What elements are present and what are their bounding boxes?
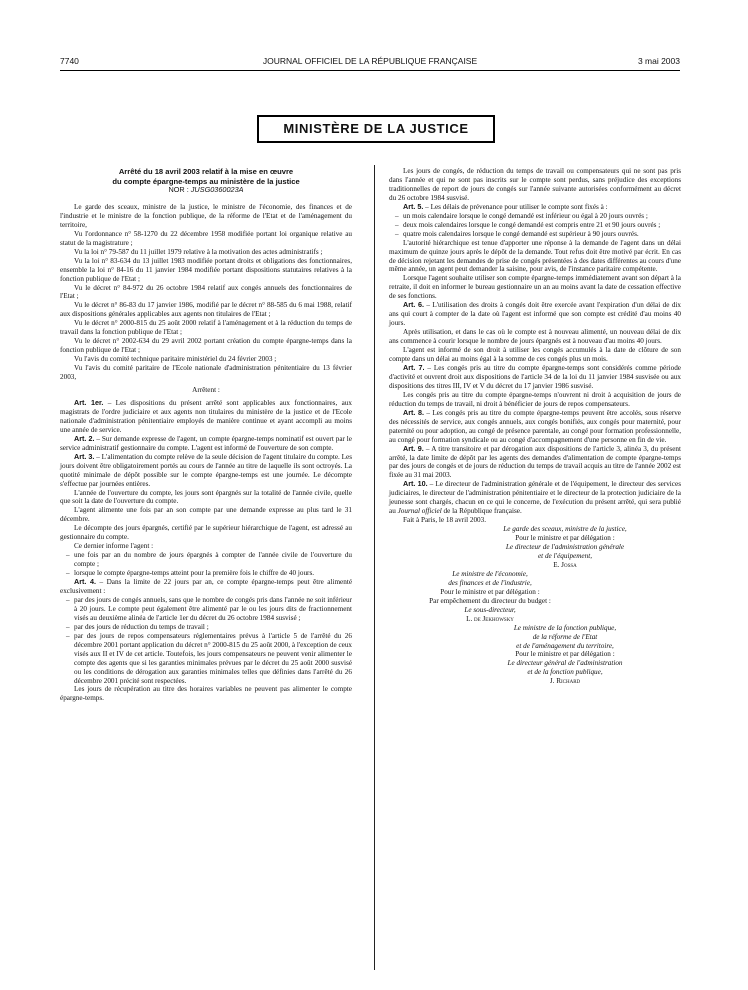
article-paragraph: L'agent est informé de son droit à utiliser les congés accumulés à la date de clôture de son compte dans un délai au moins égal à la somme de ces congés plus un mois.	[389, 346, 681, 364]
article-6: Art. 6. – L'utilisation des droits à congés doit être exercée avant l'expiration d'un délai de dix ans qui court à compter de la date où l'agent est informé que son compte est crédité d'au moins 40 jours.	[389, 300, 682, 328]
article-paragraph: L'agent alimente une fois par an son compte par une demande expresse au plus tard le 31 décembre.	[60, 506, 352, 524]
signatory-name: J. Richard	[549, 677, 581, 686]
signatory-title: des finances et de l'industrie,	[448, 578, 532, 587]
list-item: – quatre mois calendaires lorsque le congé demandé est supérieur à 90 jours ouvrés.	[389, 230, 681, 239]
article-paragraph: L'année de l'ouverture du compte, les jours sont épargnés sur la totalité de l'année civile, quelle que soit la date de l'ouverture du compte.	[60, 488, 352, 506]
visa: Vu le décret n° 2002-634 du 29 avril 2002 portant création du compte épargne-temps dans la fonction publique de l'Etat ;	[60, 337, 352, 355]
header-rule	[60, 70, 680, 71]
list-item: – par des jours de congés annuels, sans que le nombre de congés pris dans l'année ne soit inférieur à 20 jours. Le compte peut également être alimenté par le ou les jours dits de fractionnement visés au deuxième alinéa de l'article 1er du décret du 26 octobre 1984 susvisé ;	[60, 596, 352, 623]
visa: Vu l'ordonnance n° 58-1270 du 22 décembre 1958 modifiée portant loi organique relative au statut de la magistrature ;	[60, 229, 352, 247]
delegation-line: Par empêchement du directeur du budget :	[429, 596, 551, 605]
list-item: – un mois calendaire lorsque le congé demandé est inférieur ou égal à 20 jours ouvrés ;	[389, 212, 681, 221]
article-2: Art. 2. – Sur demande expresse de l'agent, un compte épargne-temps nominatif est ouvert par le service administratif gestionnaire du compte. L'agent est informé de l'ouverture de son compte.	[60, 433, 352, 452]
signatory-name: L. de Jekhowsky	[466, 614, 514, 623]
article-3: Art. 3. – L'alimentation du compte relève de la seule décision de l'agent titulaire du compte. Les jours doivent être obligatoirement portés au cours de l'année au titre de laquelle ils sont octroyés. La quotité minimale de dépôt possible sur le compte épargne-temps est une journée. Le décompte s'effectue par journées entières.	[60, 451, 353, 488]
visa: Vu le décret n° 86-83 du 17 janvier 1986, modifié par le décret n° 88-585 du 6 mai 1988, relatif aux dispositions générales applicables aux agents non titulaires de l'Etat ;	[60, 301, 352, 319]
list-item: – par des jours de réduction du temps de travail ;	[60, 623, 352, 632]
article-8: Art. 8. – Les congés pris au titre du compte épargne-temps peuvent être accolés, sous réserve des nécessités de service, aux congés annuels, aux congés bonifiés, aux congés pour maternité, pour paternité ou pour adoption, au congé de présence parentale, au congé pour formation professionnelle, au congé pour formation syndicale ou au congé d'accompagnement d'une personne en fin de vie.	[389, 407, 681, 444]
visa: Vu l'avis du comité paritaire de l'Ecole nationale d'administration pénitentiaire du 13 février 2003,	[60, 364, 352, 382]
signatory-title: et de l'équipement,	[537, 551, 593, 560]
article-1: Art. 1er. – Les dispositions du présent arrêté sont applicables aux fonctionnaires, aux magistrats de l'ordre judiciaire et aux agents non titulaires du ministère de la justice et de l'Ecole nationale d'administration pénitentiaire employés de manière continue et ayant accompli au moins une année de service.	[60, 397, 352, 434]
article-4: Art. 4. – Dans la limite de 22 jours par an, ce compte épargne-temps peut être alimenté exclusivement :	[60, 577, 353, 595]
article-paragraph: Les congés pris au titre du compte épargne-temps n'ouvrent ni droit à acquisition de jours de réduction du temps de travail, ni droit à bénéficier de jours de repos compensateurs.	[389, 390, 681, 408]
list-item: – lorsque le compte épargne-temps atteint pour la première fois le chiffre de 40 jours.	[60, 569, 352, 578]
signatory-title: Le directeur général de l'administration	[507, 659, 623, 668]
signatory-title: Le garde des sceaux, ministre de la justice,	[503, 525, 627, 534]
arretent: Arrêtent :	[192, 386, 220, 395]
article-paragraph: L'autorité hiérarchique est tenue d'apporter une réponse à la demande de l'agent dans un délai maximum de quinze jours après le dépôt de la demande. Tout refus doit être motivé par écrit. En cas de décision rejetant les demandes de prise de congés présentées à des dates différentes au cours d'une même année, un agent peut demander la saisine, pour avis, de l'instance paritaire compétente.	[389, 238, 681, 274]
nor-reference: NOR : JUSG0360023A	[168, 185, 244, 194]
signatory-name: E. Jossa	[553, 560, 577, 569]
signatory-title: et de l'aménagement du territoire,	[516, 641, 614, 650]
journal-title: JOURNAL OFFICIEL DE LA RÉPUBLIQUE FRANÇAISE	[262, 56, 478, 66]
article-paragraph: Après utilisation, et dans le cas où le compte est à nouveau alimenté, un nouveau délai de dix ans commence à courir lorsque le nombre de jours épargnés est à nouveau d'au moins 40 jours.	[389, 328, 681, 346]
fait-a-paris: Fait à Paris, le 18 avril 2003.	[403, 516, 487, 525]
signatory-title: Le ministre de l'économie,	[452, 569, 528, 578]
article-paragraph: Les jours de récupération au titre des horaires variables ne peuvent pas alimenter le compte épargne-temps.	[60, 685, 352, 703]
visa: Vu le décret n° 2000-815 du 25 août 2000 relatif à l'aménagement et à la réduction du temps de travail dans la fonction publique de l'Etat ;	[60, 319, 352, 337]
decree-title-line2: du compte épargne-temps au ministère de la justice	[112, 176, 300, 186]
intro-paragraph: Le garde des sceaux, ministre de la justice, le ministre de l'économie, des finances et de l'industrie et le ministre de la fonction publique, de la réforme de l'Etat et de l'aménagement du territoire,	[60, 202, 352, 229]
visa: Vu l'avis du comité technique paritaire ministériel du 24 février 2003 ;	[74, 355, 277, 364]
list-item: – une fois par an du nombre de jours épargnés à compter de l'année civile de l'ouverture du compte ;	[60, 551, 352, 569]
signatory-title: Le ministre de la fonction publique,	[513, 623, 617, 632]
visa: Vu la loi n° 79-587 du 11 juillet 1979 relative à la motivation des actes administratifs ;	[74, 247, 323, 256]
article-7: Art. 7. – Les congés pris au titre du compte épargne-temps sont considérés comme période d'activité et ouvrent droit aux dispositions de l'article 34 de la loi du 11 janvier 1984 susvisée ou aux dispositions des titres III, IV et V du décret du 17 janvier 1986 susvisé.	[389, 362, 681, 390]
article-10: Art. 10. – Le directeur de l'administration générale et de l'équipement, le directeur des services judiciaires, le directeur de l'administration pénitentiaire et le directeur de la protection judiciaire de la jeunesse sont chargés, chacun en ce qui le concerne, de l'exécution du présent arrêté, qui sera publié au Journal officiel de la République française.	[389, 479, 681, 516]
page-number: 7740	[60, 56, 79, 66]
visa: Vu le décret n° 84-972 du 26 octobre 1984 relatif aux congés annuels des fonctionnaires de l'Etat ;	[60, 283, 352, 301]
article-paragraph: Les jours de congés, de réduction du temps de travail ou compensateurs qui ne sont pas pris dans l'année et qui ne sont pas inscrits sur le compte sont perdus, sans préjudice des exceptions traditionnelles de report de jours de congés sur l'année suivante autorisées conformément au décret du 26 octobre 1984 susvisé.	[389, 167, 681, 202]
list-item: – deux mois calendaires lorsque le congé demandé est compris entre 21 et 90 jours ouvrés ;	[389, 221, 681, 230]
left-column	[60, 167, 352, 703]
signatory-title: et de la fonction publique,	[527, 668, 603, 677]
article-paragraph: Le décompte des jours épargnés, certifié par le supérieur hiérarchique de l'agent, est adressé au gestionnaire du compte.	[60, 524, 352, 542]
delegation-line: Pour le ministre et par délégation :	[440, 587, 540, 596]
list-item: – par des jours de repos compensateurs réglementaires prévus à l'article 5 de l'arrêté du 26 décembre 2001 portant application du décret n° 2000-815 du 25 août 2000, à l'exception de ceux visés aux II et IV de cet article. Toutefois, les jours compensateurs ne peuvent venir alimenter le compte des agents que si les garanties minimales prévues par le décret du 25 août 2000 susvisé ou les conditions de dérogation aux garanties minimales telles que définies dans l'arrêté du 26 décembre 2001 précité sont respectées.	[60, 632, 352, 686]
running-head	[60, 56, 680, 68]
signatory-title: de la réforme de l'Etat	[532, 632, 598, 641]
delegation-line: Pour le ministre et par délégation :	[515, 534, 615, 543]
column-divider	[374, 165, 375, 970]
article-9: Art. 9. – A titre transitoire et par dérogation aux dispositions de l'article 3, alinéa 3, du présent arrêté, la date limite de dépôt par les agents des demandes d'alimentation de compte épargne-temps par des jours de congés et de jours de réduction du temps de travail acquis au titre de l'année 2002 est fixée au 31 mai 2003.	[389, 443, 681, 480]
article-paragraph: Ce dernier informe l'agent :	[74, 542, 154, 551]
decree-title-line1: Arrêté du 18 avril 2003 relatif à la mise en œuvre	[118, 167, 294, 176]
signatory-title: Le directeur de l'administration générale	[505, 543, 625, 552]
signatory-title: Le sous-directeur,	[464, 605, 516, 614]
issue-date: 3 mai 2003	[637, 56, 680, 66]
right-column	[389, 167, 681, 686]
visa: Vu la loi n° 83-634 du 13 juillet 1983 modifiée portant droits et obligations des fonctionnaires, ensemble la loi n° 84-16 du 11 janvier 1984 modifiée portant dispositions statutaires relatives à la fonction publique de l'Etat ;	[60, 256, 352, 283]
article-5: Art. 5. – Les délais de prévenance pour utiliser le compte sont fixés à :	[403, 201, 608, 211]
ministry-heading: MINISTÈRE DE LA JUSTICE	[257, 115, 495, 143]
delegation-line: Pour le ministre et par délégation :	[515, 650, 615, 659]
article-paragraph: Lorsque l'agent souhaite utiliser son compte épargne-temps immédiatement avant son départ à la retraite, il doit en informer le bureau gestionnaire un an au moins avant la date de cessation effective de ses fonctions.	[389, 274, 681, 301]
